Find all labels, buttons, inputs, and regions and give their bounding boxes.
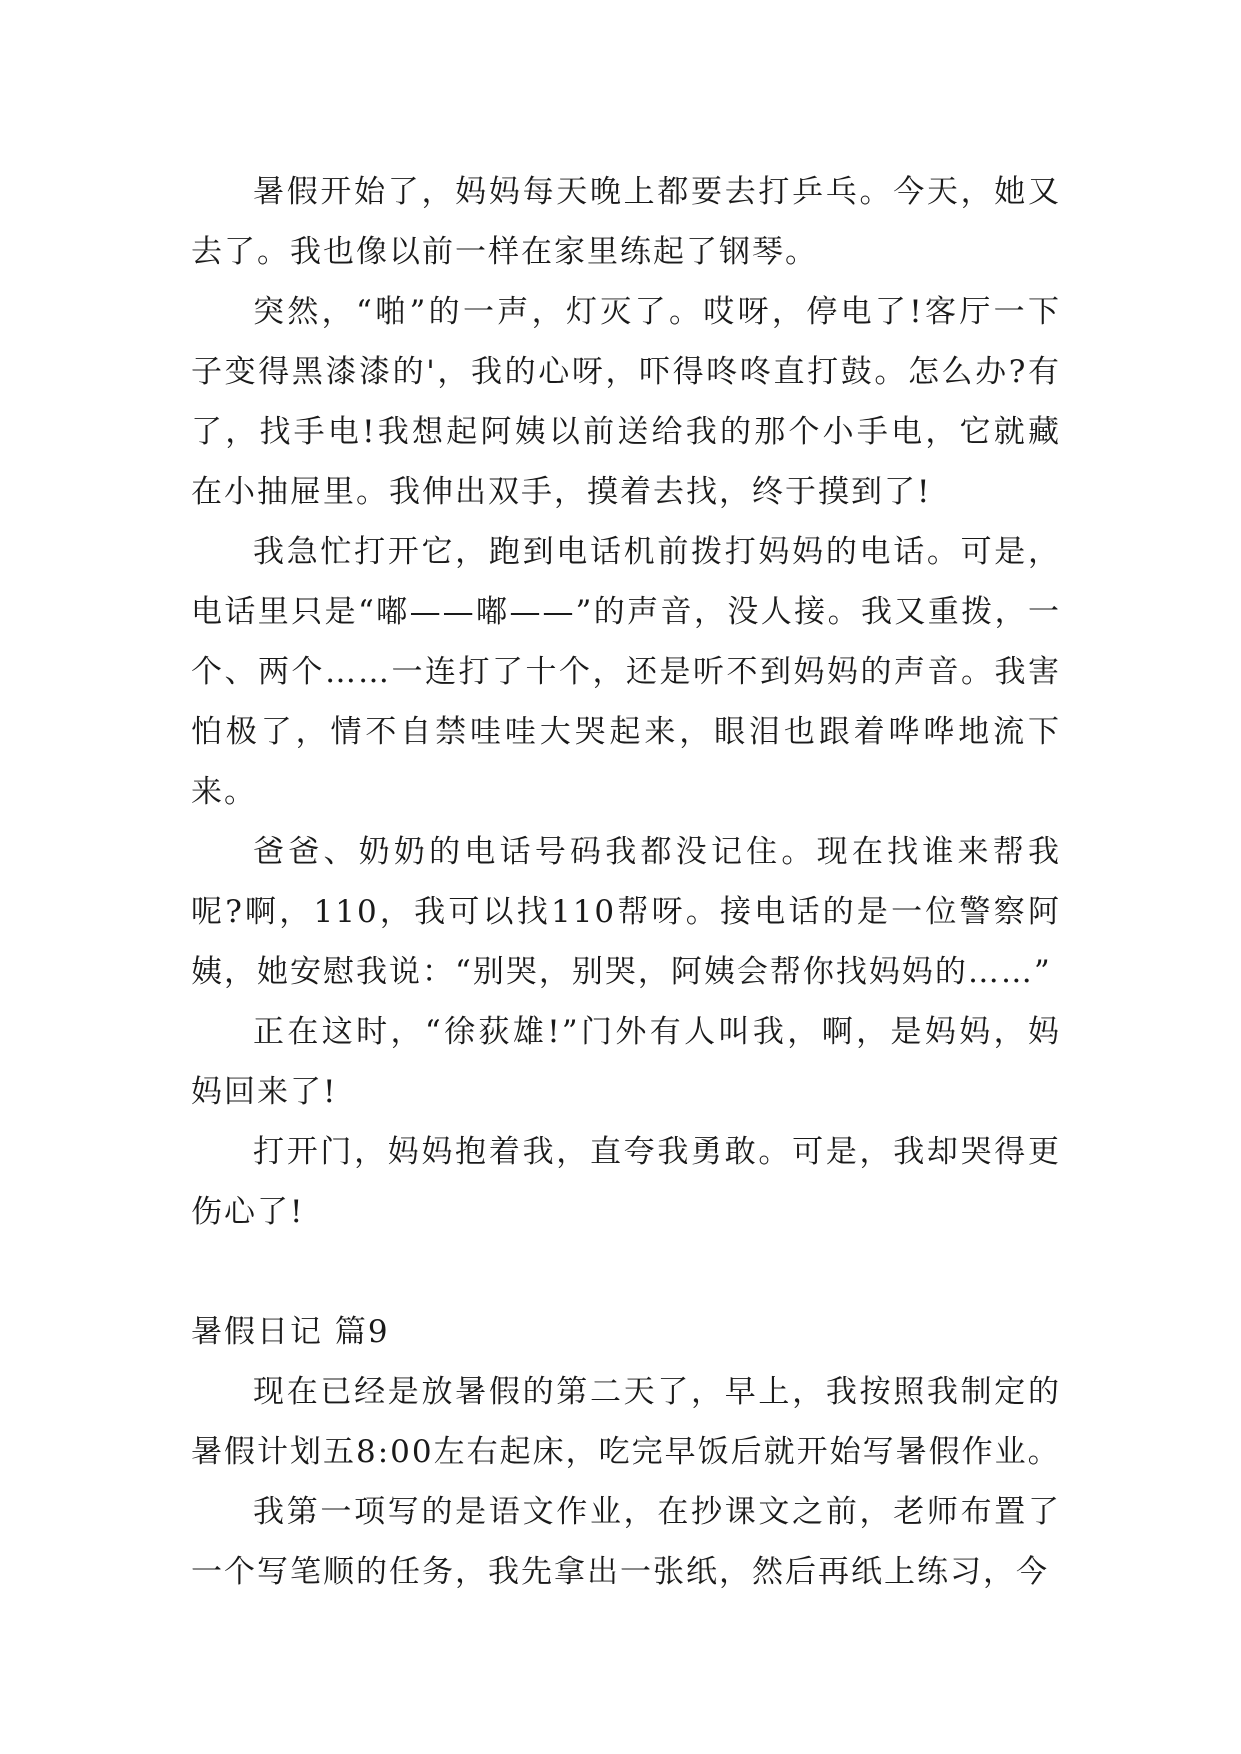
paragraph: 爸爸、奶奶的电话号码我都没记住。现在找谁来帮我呢?啊，110，我可以找110帮呀。接电话的是一位警察阿姨，她安慰我说：“别哭，别哭，阿姨会帮你找妈妈的……” xyxy=(191,834,1061,990)
paragraph: 正在这时，“徐荻雄!”门外有人叫我，啊，是妈妈，妈妈回来了! xyxy=(191,1014,1061,1110)
section-spacer xyxy=(191,1242,1061,1302)
paragraph: 突然，“啪”的一声，灯灭了。哎呀，停电了!客厅一下子变得黑漆漆的'，我的心呀，吓得咚咚直打鼓。怎么办?有了，找手电!我想起阿姨以前送给我的那个小手电，它就藏在小抽屉里。我伸出双手，摸着去找，终于摸到了! xyxy=(191,294,1061,510)
paragraph: 我急忙打开它，跑到电话机前拨打妈妈的电话。可是，电话里只是“嘟——嘟——”的声音，没人接。我又重拨，一个、两个……一连打了十个，还是听不到妈妈的声音。我害怕极了，情不自禁哇哇大哭起来，眼泪也跟着哗哗地流下来。 xyxy=(191,534,1061,810)
paragraph: 暑假开始了，妈妈每天晚上都要去打乒乓。今天，她又去了。我也像以前一样在家里练起了钢琴。 xyxy=(191,174,1061,270)
paragraph: 打开门，妈妈抱着我，直夸我勇敢。可是，我却哭得更伤心了! xyxy=(191,1134,1061,1230)
section-title: 暑假日记 篇9 xyxy=(191,1314,390,1350)
paragraph: 我第一项写的是语文作业，在抄课文之前，老师布置了一个写笔顺的任务，我先拿出一张纸，然后再纸上练习，今 xyxy=(191,1494,1061,1590)
document-page xyxy=(191,162,1061,1602)
paragraph: 现在已经是放暑假的第二天了，早上，我按照我制定的暑假计划五8:00左右起床，吃完早饭后就开始写暑假作业。 xyxy=(191,1374,1061,1470)
